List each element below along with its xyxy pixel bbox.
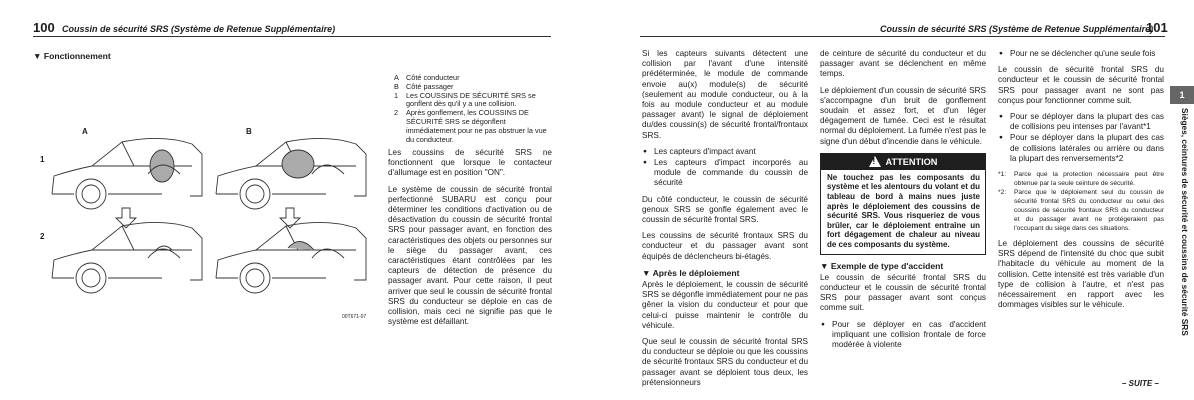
list-item: ● Les capteurs d'impact incorporés au module de commande du coussin de sécurité — [654, 158, 808, 189]
list-item: ● Les capteurs d'impact avant — [654, 147, 808, 157]
paragraph: Du côté conducteur, le coussin de sécurité genoux SRS se gonfle également avec le coussin de sécurité frontal SRS. — [642, 194, 808, 225]
sensor-list — [642, 147, 808, 189]
car-passenger-deflated — [216, 222, 366, 293]
list-item: ● Pour ne se déclencher qu'une seule fois — [1010, 49, 1164, 59]
right-page-number: 101 — [1146, 20, 1168, 35]
paragraph: de ceinture de sécurité du conducteur et du passager avant se déclenchent en même temps. — [820, 49, 986, 79]
right-column-1 — [642, 49, 808, 394]
list-item: ● Pour se déployer dans la plupart des cas de collisions latérales ou arrière ou dans la plupart des renversements*2 — [1010, 133, 1164, 164]
paragraph: Le système de coussin de sécurité frontal perfectionné SUBARU est conçu pour déterminer les conditions d'activation ou de désactivation du coussin de sécurité frontal SRS pour passager avant, en fonction des caractéristiques des objets ou personnes sur le siège du passager avant, ces caractéristiques étant contrôlées par les capteurs de détection de présence du passager avant. Pour cette raison, il peut arriver que seul le coussin de sécurité frontal SRS du conducteur se déploie en cas de collision, mais ceci ne signifie pas que le système est défaillant. — [388, 184, 552, 327]
paragraph: Le coussin de sécurité frontal SRS du conducteur et le coussin de sécurité frontal SRS pour passager avant sont conçus comme suit. — [820, 272, 986, 313]
car-airbag-illustration — [38, 124, 383, 324]
footnote: *2: Parce que le déploiement seul du coussin de sécurité frontal SRS du conducteur ou celui des coussins de sécurité frontaux SRS du conducteur et du passager avant ne protégeraient pas l'occupant du siège dans ces situations. — [998, 189, 1164, 233]
left-page-number: 100 — [33, 20, 55, 35]
figure-column-label-b: B — [246, 127, 252, 136]
legend-row: A Côté conducteur — [394, 73, 460, 82]
chapter-side-label: Sièges, ceintures de sécurité et coussins de sécurité SRS — [1180, 108, 1190, 336]
attention-box — [820, 153, 986, 255]
paragraph: Après le déploiement, le coussin de sécurité SRS se dégonfle immédiatement pour ne pas gêner la vision du conducteur et pour que celui-ci puisse maintenir le contrôle du véhicule. — [642, 280, 808, 330]
figure-legend — [394, 74, 552, 144]
not-designed-list — [998, 112, 1164, 164]
footnotes — [998, 170, 1164, 233]
paragraph: Le déploiement d'un coussin de sécurité SRS s'accompagne d'un bruit de gonflement soudain et assez fort, et d'un léger dégagement de fumée. Ceci est le résultat normal du déploiement. La fumée n'est pas le signe d'un début d'incendie dans le véhicule. — [820, 85, 986, 146]
legend-row: B Côté passager — [394, 81, 454, 91]
attention-title-bar: ! ATTENTION — [821, 154, 985, 170]
right-column-2 — [820, 49, 986, 356]
left-header-rule — [33, 36, 551, 37]
section-heading-apres-deploiement: ▼ Après le déploiement — [642, 267, 740, 278]
figure-row-label-1: 1 — [40, 155, 45, 164]
car-driver-deflated — [52, 222, 202, 293]
footnote: *1: Parce que la protection nécessaire peut être obtenue par la seule ceinture de sécurité. — [998, 171, 1164, 188]
paragraph: Les coussins de sécurité SRS ne fonctionnent que lorsque le contacteur d'allumage est en position "ON". — [388, 148, 552, 178]
paragraph: Si les capteurs suivants détectent une collision par l'avant d'une intensité prédéterminée, le module de commande envoie au(x) module(s) de sécurité (seulement au module conducteur, ou à la fois au module conducteur et au module passager avant) le signal de déploiement du/des coussin(s) de sécurité frontal/frontaux SRS. — [642, 49, 808, 140]
legend-row: 1 Les COUSSINS DE SÉCURITÉ SRS se gonflent dès qu'il y a une collision. — [394, 90, 536, 109]
chapter-tab: 1 — [1170, 86, 1194, 104]
continued-marker: – SUITE – — [1122, 379, 1159, 388]
figure-code: 00T671-07 — [342, 314, 367, 320]
right-column-3 — [998, 49, 1164, 316]
left-running-header: Coussin de sécurité SRS (Système de Retenue Supplémentaire) — [62, 24, 336, 34]
list-item: ● Pour se déployer en cas d'accident impliquant une collision frontale de force modérée à violente — [832, 320, 986, 351]
list-item: ● Pour se déployer dans la plupart des cas de collisions peu intenses par l'avant*1 — [1010, 112, 1164, 132]
warning-icon: ! — [869, 156, 881, 167]
right-running-header: Coussin de sécurité SRS (Système de Retenue Supplémentaire) — [880, 24, 1154, 34]
left-body-text — [388, 148, 552, 333]
airbag-figure — [38, 124, 383, 324]
paragraph: Les coussins de sécurité frontaux SRS du conducteur et du passager avant sont équipés de déclencheurs bi-étagés. — [642, 231, 808, 261]
car-driver-inflated — [52, 138, 202, 209]
design-list-continued — [998, 49, 1164, 59]
section-heading-exemple-accident: ▼ Exemple de type d'accident — [820, 260, 944, 271]
figure-row-label-2: 2 — [40, 232, 45, 241]
car-passenger-inflated — [216, 138, 366, 209]
design-list — [820, 320, 986, 351]
figure-column-label-a: A — [82, 127, 88, 136]
paragraph: Que seul le coussin de sécurité frontal SRS du conducteur se déploie ou que les coussins de sécurité frontaux SRS du conducteur et du passager avant se déploient tous deux, les prétensionneurs — [642, 337, 808, 387]
right-header-rule — [640, 36, 1165, 37]
section-heading-fonctionnement: ▼ Fonctionnement — [33, 51, 111, 61]
paragraph: Le déploiement des coussins de sécurité SRS dépend de l'intensité du choc que subit l'habitacle du véhicule au moment de la collision. Cette intensité est très variable d'un type de collision à l'autre, et n'est pas nécessairement en rapport avec les dommages visibles sur le véhicule. — [998, 239, 1164, 310]
legend-row: 2 Après gonflement, les COUSSINS DE SÉCURITÉ SRS se dégonflent immédiatement pour ne pas obstruer la vue du conducteur. — [394, 108, 547, 144]
attention-text: Ne touchez pas les composants du système et les alentours du volant et du tableau de bord à mains nues juste après le déploiement des coussins de sécurité SRS. Vous risqueriez de vous brûler, car le déploiement entraîne un fort dégagement de chaleur au niveau de ces composants du système. — [827, 172, 980, 249]
paragraph: Le coussin de sécurité frontal SRS du conducteur et le coussin de sécurité frontal SRS pour passager avant ne sont pas conçus pour fonctionner comme suit. — [998, 65, 1164, 105]
